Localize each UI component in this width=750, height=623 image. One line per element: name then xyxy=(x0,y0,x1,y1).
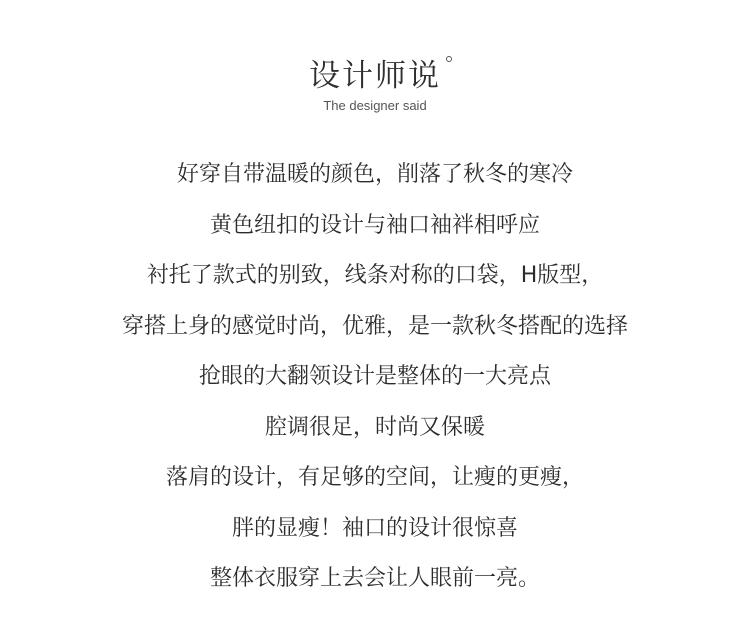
description-line: 落肩的设计，有足够的空间，让瘦的更瘦， xyxy=(165,465,584,490)
description-line: 整体衣服穿上去会让人眼前一亮。 xyxy=(209,566,540,591)
description-line: 腔调很足，时尚又保暖 xyxy=(264,414,485,440)
description-line: 胖的显瘦！袖口的设计很惊喜 xyxy=(231,515,518,541)
page-title: 设计师说 xyxy=(309,58,441,94)
description-line: 抢眼的大翻领设计是整体的一大亮点 xyxy=(198,364,551,389)
heading xyxy=(0,56,750,96)
description-line: 好穿自带温暖的颜色，削落了秋冬的寒冷 xyxy=(176,162,573,187)
description-line: 衬托了款式的别致，线条对称的口袋，H版型， xyxy=(146,263,604,288)
title-wrap xyxy=(309,56,441,96)
page-subtitle: The designer said xyxy=(323,98,427,113)
small-circle-icon xyxy=(446,56,452,62)
description-line: 黄色纽扣的设计与袖口袖袢相呼应 xyxy=(209,212,540,238)
description-line: 穿搭上身的感觉时尚，优雅，是一款秋冬搭配的选择 xyxy=(121,313,628,339)
description-lines xyxy=(0,155,750,610)
